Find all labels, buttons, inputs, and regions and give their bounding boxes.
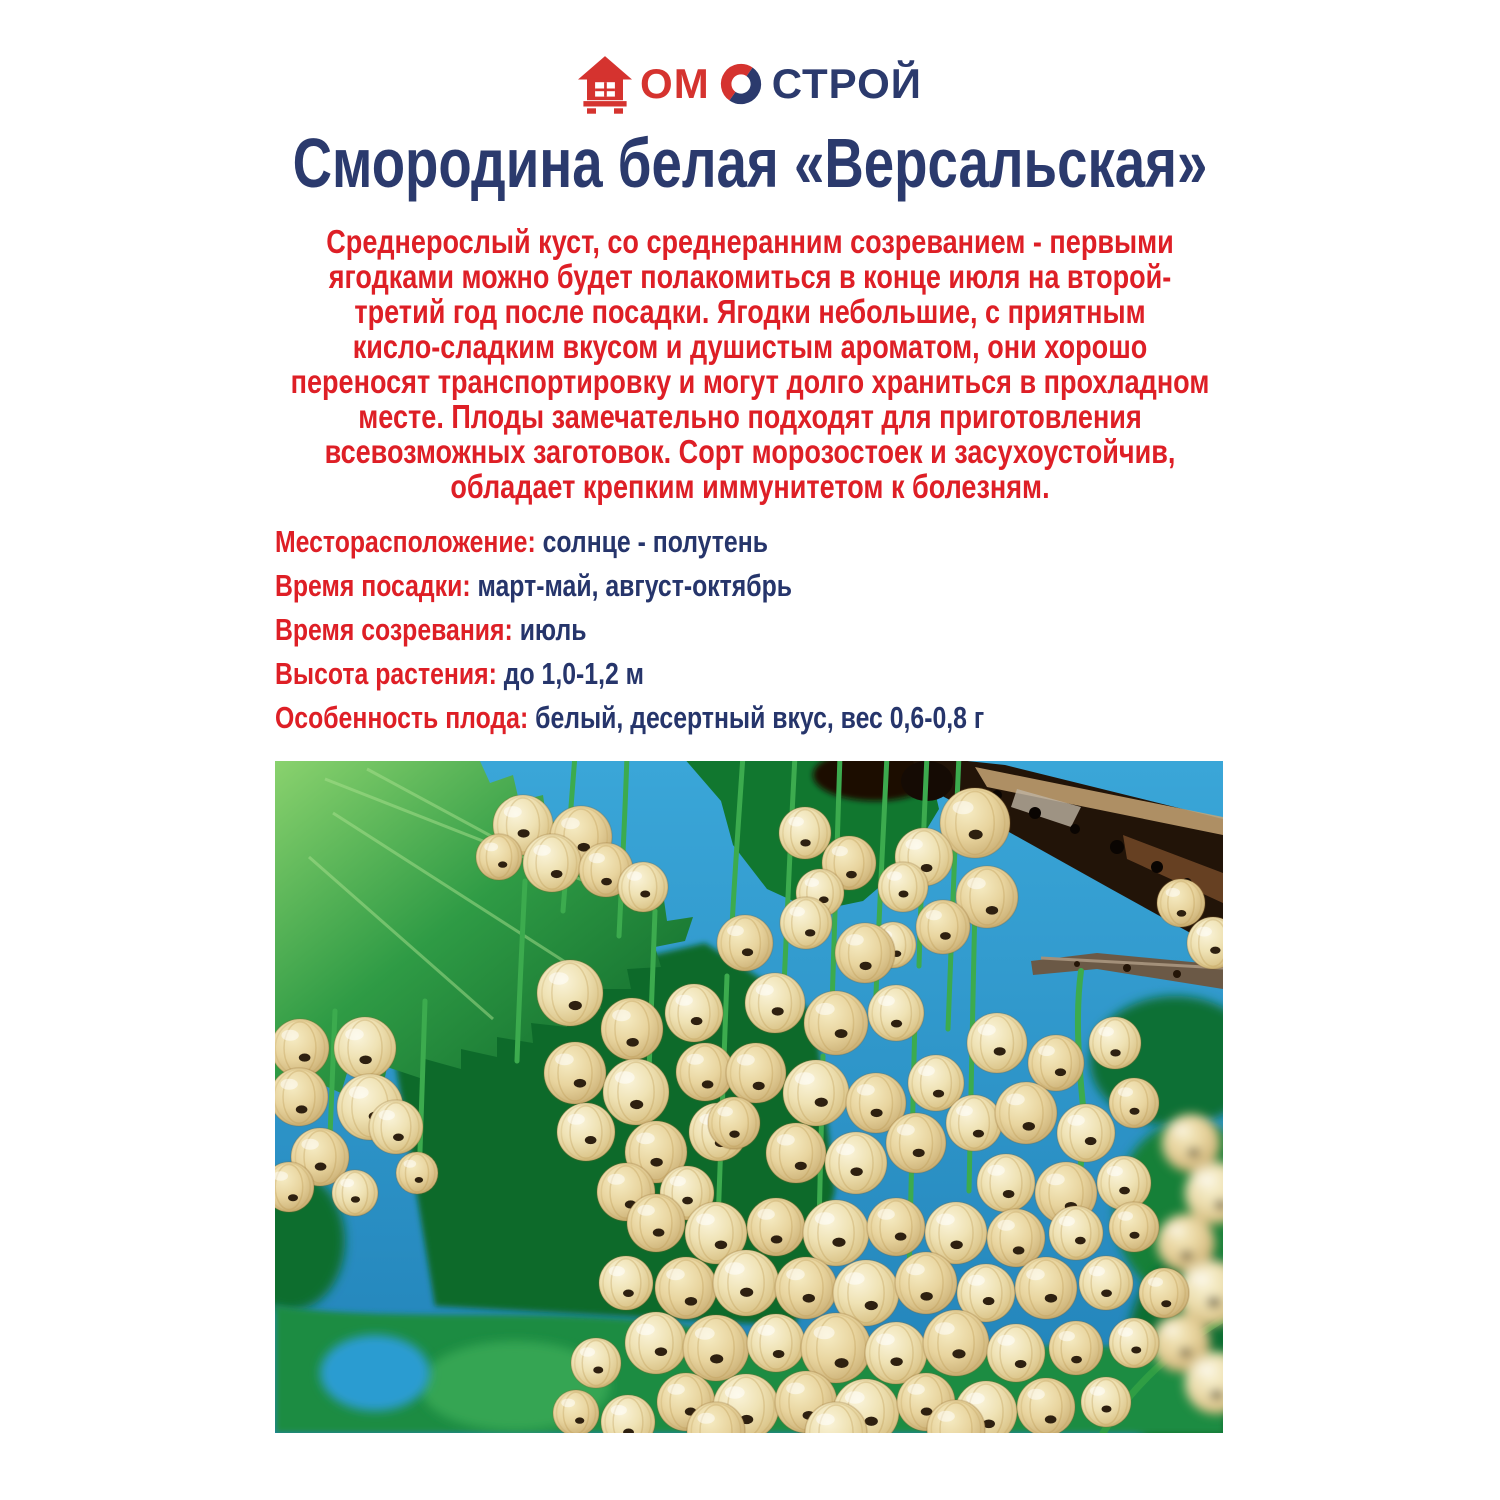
description-line: всевозможных заготовок. Сорт морозостоек и засухоустойчив, — [324, 433, 1176, 470]
spec-row-fruit-feature — [275, 702, 1255, 733]
description-line: третий год после посадки. Ягодки небольшие, с приятным — [354, 293, 1146, 330]
spec-value: март-май, август-октябрь — [477, 568, 792, 603]
spec-value: белый, десертный вкус, вес 0,6-0,8 г — [535, 700, 985, 735]
spec-row-plant-height — [275, 658, 1255, 689]
spec-row-ripening-time — [275, 614, 1255, 645]
spec-label: Высота растения: — [275, 656, 497, 691]
spec-label: Время посадки: — [275, 568, 471, 603]
product-title: Смородина белая «Версальская» — [292, 124, 1208, 202]
description-line: Среднерослый куст, со среднеранним созреванием - первыми — [326, 223, 1174, 260]
spec-label: Особенность плода: — [275, 700, 529, 735]
house-icon — [578, 54, 632, 114]
rotating-ring-icon — [718, 61, 764, 107]
product-photo — [275, 761, 1223, 1433]
spec-row-planting-time — [275, 570, 1255, 601]
spec-list — [275, 526, 1255, 733]
spec-value: солнце - полутень — [542, 524, 768, 559]
description-line: месте. Плоды замечательно подходят для приготовления — [358, 398, 1142, 435]
description-line: обладает крепким иммунитетом к болезням. — [450, 468, 1050, 505]
logo-text-stroy: СТРОЙ — [771, 60, 922, 107]
white-currant-photo-illustration — [275, 761, 1223, 1433]
spec-label: Месторасположение: — [275, 524, 536, 559]
description-line: переносят транспортировку и могут долго храниться в прохладном — [290, 363, 1210, 400]
spec-row-location — [275, 526, 1255, 557]
spec-label: Время созревания: — [275, 612, 513, 647]
logo-text-om: ОМ — [640, 60, 710, 107]
description-line: ягодками можно будет полакомиться в конце июля на второй- — [328, 258, 1172, 295]
spec-value: июль — [519, 612, 587, 647]
description-line: кисло-сладким вкусом и душистым ароматом, они хорошо — [352, 328, 1148, 365]
spec-value: до 1,0-1,2 м — [503, 656, 645, 691]
product-description — [135, 224, 1365, 504]
brand-logo — [0, 0, 1500, 114]
